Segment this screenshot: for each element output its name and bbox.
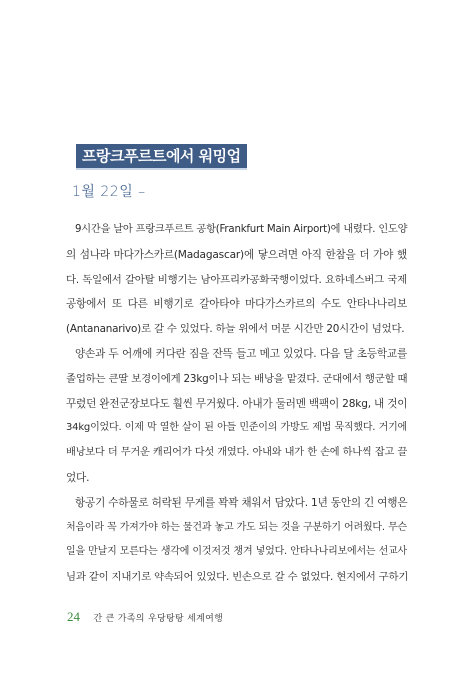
body-text: [66, 218, 407, 590]
body-line: (Antananarivo)로 갈 수 있었다. 하늘 위에서 머문 시간만 20시간이 넘었다.: [66, 323, 405, 336]
body-line: 일을 만날지 모른다는 생각에 이것저것 챙겨 넣었다. 안타나나리보에서는 선교사: [66, 546, 407, 558]
body-line: 공항에서 또 다른 비행기로 갈아타야 마다가스카르의 수도 안타나나리보: [66, 298, 407, 311]
body-line: 34kg이었다. 이제 막 열한 살이 된 아들 민준이의 가방도 제법 묵직했다. 거기에: [66, 422, 407, 434]
page-number: 24: [67, 609, 80, 624]
body-line: 님과 같이 지내기로 약속되어 있었다. 빈손으로 갈 수 없었다. 현지에서 구하기: [66, 571, 409, 584]
chapter-title: 프랑크푸르트에서 워밍업: [76, 144, 247, 170]
body-line: 었다.: [66, 471, 90, 484]
body-line: 양손과 두 어깨에 커다란 짐을 잔뜩 들고 메고 있었다. 다음 달 초등학교를: [75, 347, 407, 360]
body-line: 처음이라 꼭 가져가야 하는 물건과 놓고 가도 되는 것을 구분하기 어려웠다. 무슨: [66, 521, 407, 533]
body-line: 항공기 수하물로 허락된 무게를 꽉꽉 채워서 담았다. 1년 동안의 긴 여행은: [75, 496, 408, 509]
body-line: 의 섬나라 마다가스카르(Madagascar)에 닿으려면 아직 한참을 더 가야 했: [66, 248, 407, 261]
running-title: 간 큰 가족의 우당탕탕 세계여행: [93, 614, 224, 624]
body-line: 다. 독일에서 갈아탈 비행기는 남아프리카공화국행이었다. 요하네스버그 국제: [66, 273, 407, 286]
date-heading: 1월 22일 –: [72, 184, 146, 200]
body-line: 꾸렸던 완전군장보다도 훨씬 무거웠다. 아내가 둘러멘 백팩이 28kg, 내 것이: [66, 397, 408, 410]
page-footer: [67, 609, 223, 625]
body-line: 배낭보다 더 무거운 캐리어가 다섯 개였다. 아내와 내가 한 손에 하나씩 잡고 끌: [66, 447, 407, 459]
body-line: 졸업하는 큰딸 보경이에게 23kg이나 되는 배낭을 맡겼다. 군대에서 행군할 때: [66, 372, 408, 385]
body-line: 9시간을 날아 프랑크푸르트 공항(Frankfurt Main Airport)에 내렸다. 인도양: [75, 224, 408, 235]
